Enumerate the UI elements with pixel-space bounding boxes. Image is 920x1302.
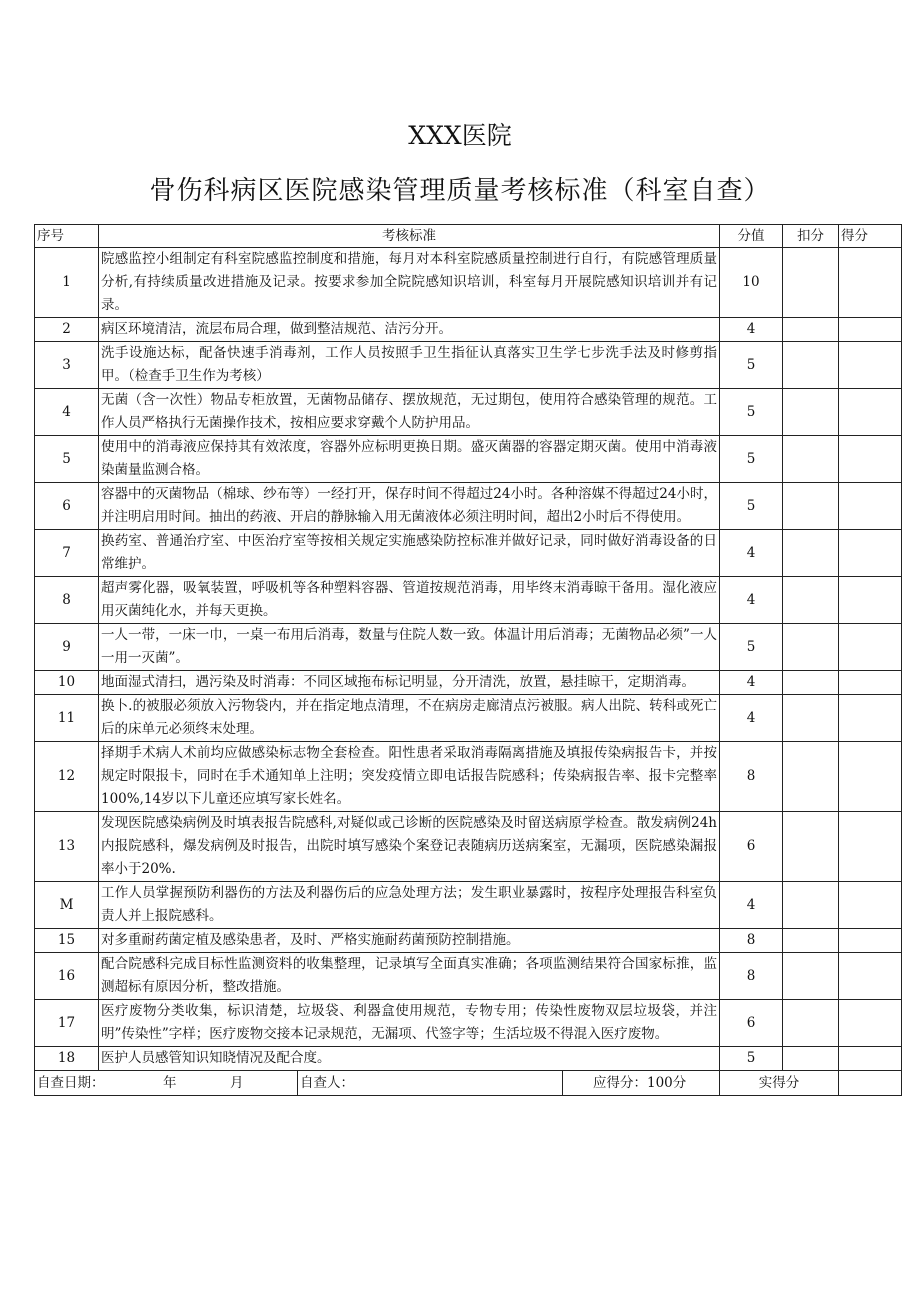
table-row (35, 742, 902, 812)
row-deduct (783, 812, 839, 882)
table-row (35, 318, 902, 342)
row-number: 4 (35, 389, 99, 436)
row-standard: 超声雾化器，吸氧装置，呼吸机等各种塑料容器、管道按规范消毒，用毕终末消毒晾干备用。湿化液应用灭菌纯化水，并每天更换。 (99, 577, 720, 624)
row-deduct (783, 929, 839, 953)
row-score: 10 (720, 248, 783, 318)
document-title: 骨伤科病区医院感染管理质量考核标准（科室自查） (149, 176, 771, 206)
row-deduct (783, 389, 839, 436)
year-label: 年 (163, 1075, 177, 1091)
row-deduct (783, 577, 839, 624)
self-check-date (35, 1071, 298, 1095)
row-number: 6 (35, 483, 99, 530)
row-number: 7 (35, 530, 99, 577)
row-deduct (783, 436, 839, 483)
hospital-name: XXX医院 (408, 121, 512, 150)
table-row (35, 248, 902, 318)
row-obtained (839, 248, 902, 318)
row-number: 18 (35, 1047, 99, 1071)
row-obtained (839, 929, 902, 953)
row-obtained (839, 318, 902, 342)
row-deduct (783, 671, 839, 695)
actual-score-label: 实得分 (720, 1071, 839, 1096)
row-standard: 病区环境清洁，流层布局合理，做到整洁规范、洁污分开。 (99, 318, 720, 342)
footer-row (35, 1071, 902, 1096)
row-score: 4 (720, 671, 783, 695)
row-deduct (783, 248, 839, 318)
row-obtained (839, 882, 902, 929)
row-obtained (839, 530, 902, 577)
row-deduct (783, 695, 839, 742)
row-obtained (839, 342, 902, 389)
row-number: 8 (35, 577, 99, 624)
row-deduct (783, 1000, 839, 1047)
row-standard: 换卜.的被服必须放入污物袋内，并在指定地点清理，不在病房走廊清点污被服。病人出院、转科或死亡后的床单元必须终末处理。 (99, 695, 720, 742)
row-obtained (839, 577, 902, 624)
row-score: 5 (720, 342, 783, 389)
row-score: 6 (720, 812, 783, 882)
row-score: 8 (720, 742, 783, 812)
row-score: 6 (720, 1000, 783, 1047)
row-number: 2 (35, 318, 99, 342)
row-number: 9 (35, 624, 99, 671)
table-row (35, 929, 902, 953)
row-number: 11 (35, 695, 99, 742)
row-standard: 换药室、普通治疗室、中医治疗室等按相关规定实施感染防控标准并做好记录，同时做好消毒设备的日常维护。 (99, 530, 720, 577)
row-score: 5 (720, 436, 783, 483)
table-row (35, 530, 902, 577)
row-deduct (783, 953, 839, 1000)
row-deduct (783, 882, 839, 929)
row-standard: 使用中的消毒液应保持其有效浓度，容器外应标明更换日期。盛灭菌器的容器定期灭菌。使用中消毒液染菌量监测合格。 (99, 436, 720, 483)
table-header-row (35, 225, 902, 248)
table-row (35, 953, 902, 1000)
col-header-obtained: 得分 (839, 225, 902, 248)
row-score: 4 (720, 695, 783, 742)
row-deduct (783, 1047, 839, 1071)
row-standard: 发现医院感染病例及时填表报告院感科,对疑似或己诊断的医院感染及时留送病原学检查。散发病例24h内报院感科，爆发病例及时报告，出院时填写感染个案登记表随病历送病案室，无漏项，医院感染漏报率小于20%. (99, 812, 720, 882)
col-header-no: 序号 (35, 225, 99, 248)
row-number: 5 (35, 436, 99, 483)
table-row (35, 695, 902, 742)
table-body (35, 248, 902, 1071)
row-score: 4 (720, 882, 783, 929)
row-number: 10 (35, 671, 99, 695)
row-score: 4 (720, 530, 783, 577)
row-obtained (839, 742, 902, 812)
table-row (35, 812, 902, 882)
row-standard: 无菌（含一次性）物品专柜放置，无菌物品储存、摆放规范，无过期包，使用符合感染管理的规范。工作人员严格执行无菌操作技术，按相应要求穿戴个人防护用品。 (99, 389, 720, 436)
col-header-score: 分值 (720, 225, 783, 248)
row-number: 1 (35, 248, 99, 318)
row-score: 5 (720, 483, 783, 530)
actual-score-value (839, 1071, 902, 1096)
row-obtained (839, 389, 902, 436)
row-number: M (35, 882, 99, 929)
table-row (35, 436, 902, 483)
row-number: 15 (35, 929, 99, 953)
row-number: 13 (35, 812, 99, 882)
row-obtained (839, 695, 902, 742)
row-standard: 地面湿式清扫，遇污染及时消毒：不同区域拖布标记明显，分开清洗，放置，悬挂晾干，定期消毒。 (99, 671, 720, 695)
row-standard: 洗手设施达标，配备快速手消毒剂，工作人员按照手卫生指征认真落实卫生学七步洗手法及时修剪指甲。（检查手卫生作为考核） (99, 342, 720, 389)
row-obtained (839, 671, 902, 695)
row-number: 12 (35, 742, 99, 812)
row-obtained (839, 1047, 902, 1071)
table-row (35, 671, 902, 695)
row-score: 8 (720, 929, 783, 953)
table-row (35, 389, 902, 436)
col-header-standard: 考核标准 (99, 225, 720, 248)
row-standard: 对多重耐药菌定植及感染患者，及时、严格实施耐药菌预防控制措施。 (99, 929, 720, 953)
row-score: 4 (720, 318, 783, 342)
row-standard: 医护人员感管知识知晓情况及配合度。 (99, 1047, 720, 1071)
row-number: 16 (35, 953, 99, 1000)
row-obtained (839, 483, 902, 530)
row-score: 8 (720, 953, 783, 1000)
row-score: 5 (720, 624, 783, 671)
row-standard: 容器中的灭菌物品（棉球、纱布等）一经打开，保存时间不得超过24小时。各种溶媒不得超过24小时，并注明启用时间。抽出的药液、开启的静脉输入用无菌液体必须注明时间，超出2小时后不得使用。 (99, 483, 720, 530)
row-number: 17 (35, 1000, 99, 1047)
row-deduct (783, 318, 839, 342)
row-standard: 一人一带，一床一巾，一桌一布用后消毒，数量与住院人数一致。体温计用后消毒；无菌物品必须”一人一用一灭菌”。 (99, 624, 720, 671)
row-deduct (783, 342, 839, 389)
inspector-label: 自查人： (298, 1071, 563, 1095)
row-obtained (839, 436, 902, 483)
row-obtained (839, 1000, 902, 1047)
row-score: 5 (720, 1047, 783, 1071)
row-score: 4 (720, 577, 783, 624)
row-number: 3 (35, 342, 99, 389)
row-deduct (783, 624, 839, 671)
row-obtained (839, 953, 902, 1000)
full-score-label: 应得分：100分 (593, 1075, 687, 1091)
table-row (35, 1000, 902, 1047)
table-row (35, 1047, 902, 1071)
table-row (35, 483, 902, 530)
row-score: 5 (720, 389, 783, 436)
col-header-deduct: 扣分 (783, 225, 839, 248)
row-standard: 院感监控小组制定有科室院感监控制度和措施，每月对本科室院感质量控制进行自行，有院感管理质量分析,有持续质量改进措施及记录。按要求参加全院院感知识培训，科室每月开展院感知识培训并有记录。 (99, 248, 720, 318)
row-standard: 配合院感科完成目标性监测资料的收集整理，记录填写全面真实准确；各项监测结果符合国家标推，监测超标有原因分析，整改措施。 (99, 953, 720, 1000)
row-deduct (783, 530, 839, 577)
row-standard: 工作人员掌握预防利器伤的方法及利器伤后的应急处理方法；发生职业暴露时，按程序处理报告科室负责人并上报院感科。 (99, 882, 720, 929)
table-row (35, 624, 902, 671)
row-standard: 医疗废物分类收集，标识清楚，垃圾袋、利器盒使用规范，专物专用；传染性废物双层垃圾袋，并注明”传染性”字样；医疗废物交接本记录规范，无漏项、代签字等；生活垃圾不得混入医疗废物。 (99, 1000, 720, 1047)
row-deduct (783, 742, 839, 812)
table-row (35, 577, 902, 624)
month-label: 月 (230, 1075, 244, 1091)
date-label: 自查日期： (37, 1075, 105, 1091)
assessment-table (34, 224, 902, 1096)
row-deduct (783, 483, 839, 530)
table-row (35, 882, 902, 929)
row-obtained (839, 624, 902, 671)
row-standard: 择期手术病人术前均应做感染标志物全套检查。阳性患者采取消毒隔离措施及填报传染病报告卡，并按规定时限报卡，同时在手术通知单上注明；突发疫情立即电话报告院感科；传染病报告率、报卡完整率100%,14岁以下儿童还应填写家长姓名。 (99, 742, 720, 812)
row-obtained (839, 812, 902, 882)
footer-left (35, 1071, 720, 1096)
table-row (35, 342, 902, 389)
